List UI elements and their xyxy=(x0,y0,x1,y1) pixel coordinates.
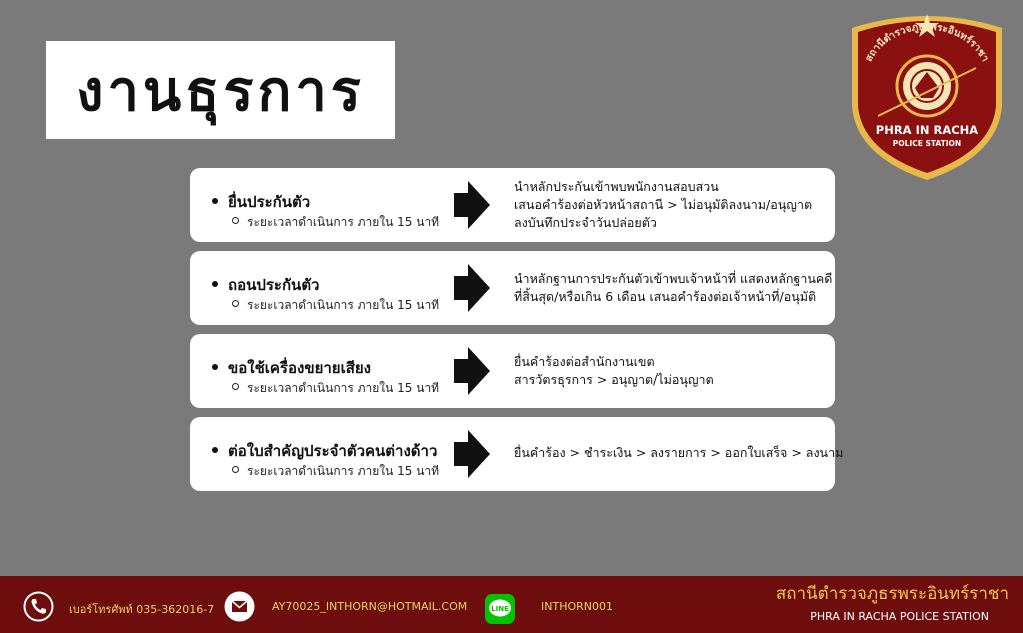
footer-email[interactable]: AY70025_INTHORN@HOTMAIL.COM xyxy=(272,600,468,613)
card-duration: ระยะเวลาดำเนินการ ภายใน 15 นาที xyxy=(232,296,439,315)
step-line: ยื่นคำร้องต่อสำนักงานเขต xyxy=(514,354,655,369)
arrow-right-icon xyxy=(454,347,490,395)
mail-icon xyxy=(224,591,255,622)
service-card-bail-withdraw xyxy=(190,251,835,325)
badge-subname: POLICE STATION xyxy=(892,139,962,148)
card-left xyxy=(204,251,454,325)
step-line: นำหลักประกันเข้าพบพนักงานสอบสวน xyxy=(514,179,719,194)
card-steps xyxy=(514,353,829,389)
step-line: ที่สิ้นสุด/หรือเกิน 6 เดือน เสนอคำร้องต่อเจ้าหน้าที่/อนุมัติ xyxy=(514,289,817,304)
service-card-bail xyxy=(190,168,835,242)
line-icon xyxy=(485,594,515,624)
svg-text:LINE: LINE xyxy=(491,605,509,613)
card-steps xyxy=(514,270,833,306)
step-line: เสนอคำร้องต่อหัวหน้าสถานี > ไม่อนุมัติลงนาม/อนุญาต xyxy=(514,197,813,212)
footer-station-thai: สถานีตำรวจภูธรพระอินทร์ราชา xyxy=(775,584,1009,604)
service-card-loudspeaker xyxy=(190,334,835,408)
card-heading: ต่อใบสำคัญประจำตัวคนต่างด้าว xyxy=(212,439,437,463)
card-duration: ระยะเวลาดำเนินการ ภายใน 15 นาที xyxy=(232,462,439,481)
card-duration: ระยะเวลาดำเนินการ ภายใน 15 นาที xyxy=(232,213,439,232)
footer-station-english: PHRA IN RACHA POLICE STATION xyxy=(810,610,989,623)
arrow-right-icon xyxy=(454,181,490,229)
card-duration: ระยะเวลาดำเนินการ ภายใน 15 นาที xyxy=(232,379,439,398)
badge-name: PHRA IN RACHA xyxy=(875,123,979,137)
card-left xyxy=(204,417,454,491)
arrow-right-icon xyxy=(454,430,490,478)
card-heading: ขอใช้เครื่องขยายเสียง xyxy=(212,356,371,380)
step-line: นำหลักฐานการประกันตัวเข้าพบเจ้าหน้าที่ แสดงหลักฐานคดี xyxy=(514,271,833,286)
svg-text:สถานีตำรวจภูธรพระอินทร์ราชา: สถานีตำรวจภูธรพระอินทร์ราชา xyxy=(863,21,991,64)
card-left xyxy=(204,168,454,242)
card-heading: ยื่นประกันตัว xyxy=(212,190,310,214)
card-steps xyxy=(514,444,844,462)
step-line: สารวัตรธุรการ > อนุญาต/ไม่อนุญาต xyxy=(514,372,714,387)
step-line: ยื่นคำร้อง > ชำระเงิน > ลงรายการ > ออกใบเสร็จ > ลงนาม xyxy=(514,445,844,460)
page-title-box xyxy=(46,41,395,139)
card-steps xyxy=(514,178,829,232)
page-title: งานธุรการ xyxy=(76,58,365,124)
arrow-right-icon xyxy=(454,264,490,312)
step-line: ลงบันทึกประจำวันปล่อยตัว xyxy=(514,215,657,230)
footer-bar xyxy=(0,576,1023,633)
footer-line-id: INTHORN001 xyxy=(541,600,613,613)
police-badge-logo xyxy=(848,6,1006,182)
phone-icon xyxy=(23,591,54,622)
card-heading: ถอนประกันตัว xyxy=(212,273,319,297)
card-left xyxy=(204,334,454,408)
service-card-alien-id xyxy=(190,417,844,491)
footer-phone: เบอร์โทรศัพท์ 035-362016-7 xyxy=(69,603,215,616)
